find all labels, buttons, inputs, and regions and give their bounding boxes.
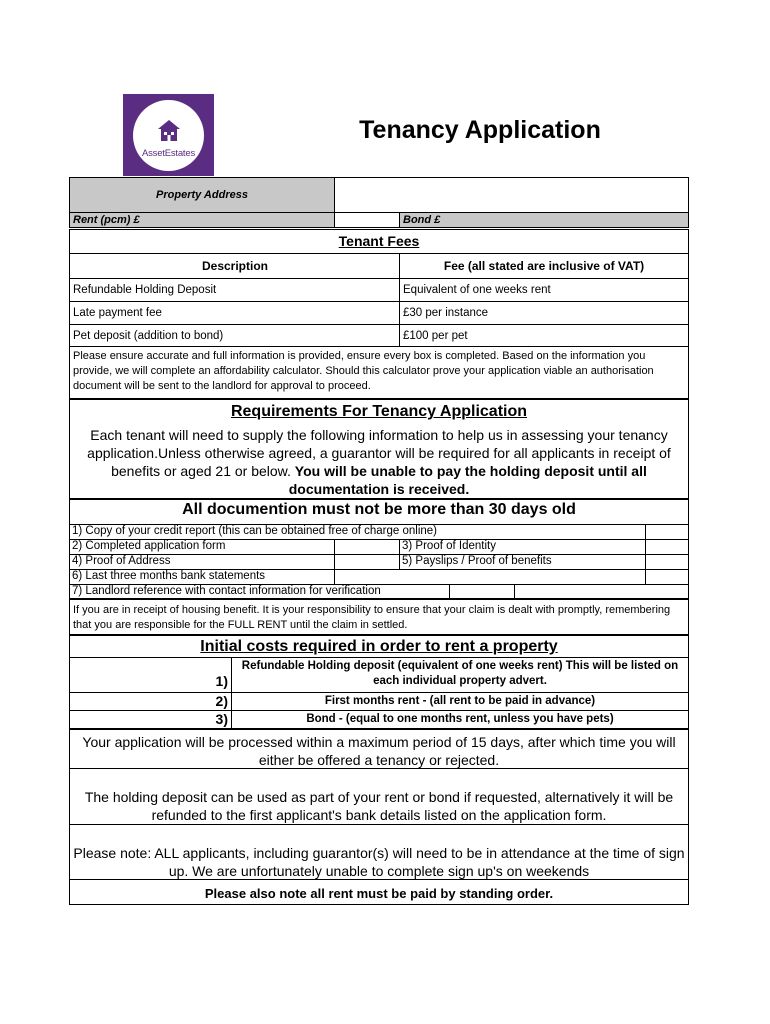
house-icon [157, 119, 181, 141]
divider [70, 879, 688, 880]
doc-item: 6) Last three months bank statements [72, 570, 266, 582]
initial-costs-heading: Initial costs required in order to rent a property [200, 638, 558, 655]
doc-item: 2) Completed application form [72, 540, 226, 552]
divider [334, 539, 335, 584]
rent-field[interactable] [335, 213, 399, 227]
rent-label: Rent (pcm) £ [70, 213, 334, 227]
affordability-note: Please ensure accurate and full information is provided, ensure every box is completed. Based on the information you provide, we will complete an affordability calculator. Should this calculator prove your application viable an authorisation document will be sent to the landlord for approval to proceed. [73, 350, 654, 392]
fee-row-amount: £100 per pet [403, 330, 468, 342]
divider [70, 768, 688, 769]
fee-row-description: Refundable Holding Deposit [73, 284, 217, 296]
requirements-text [75, 426, 683, 498]
requirements-body: Each tenant will need to supply the following information to help us in assessing your tenancy application.Unless otherwise agreed, a guarantor will be required for all applicants in receipt of benefits or aged 21 or below. [87, 427, 671, 479]
divider [70, 824, 688, 825]
fee-row-description: Late payment fee [73, 307, 162, 319]
divider [449, 584, 450, 599]
cost-text: First months rent - (all rent to be paid in advance) [324, 695, 596, 707]
requirements-bold: You will be unable to pay the holding deposit until all documentation is received. [288, 463, 647, 497]
doc-item: 5) Payslips / Proof of benefits [402, 555, 552, 567]
col-fee: Fee (all stated are inclusive of VAT) [443, 259, 645, 273]
col-description: Description [201, 259, 268, 273]
doc-item: 3) Proof of Identity [402, 540, 496, 552]
fee-row-amount: Equivalent of one weeks rent [403, 284, 551, 296]
doc-item: 1) Copy of your credit report (this can be obtained free of charge online) [72, 525, 438, 537]
fee-row-amount: £30 per instance [403, 307, 489, 319]
fee-row-description: Pet deposit (addition to bond) [73, 330, 224, 342]
cost-text: Refundable Holding deposit (equivalent of one weeks rent) This will be listed on each individual property advert. [241, 660, 679, 687]
logo-text: AssetEstates [141, 148, 196, 159]
cost-number: 3) [215, 711, 228, 727]
logo-circle [133, 100, 204, 171]
tenant-fees-heading: Tenant Fees [338, 233, 420, 249]
property-address-field[interactable] [335, 178, 688, 212]
processing-note: Your application will be processed within a maximum period of 15 days, after which time you will either be offered a tenancy or rejected. [82, 734, 676, 768]
doc-item: 4) Proof of Address [72, 555, 171, 567]
page-title: Tenancy Application [359, 116, 601, 144]
divider [70, 657, 688, 658]
cost-text: Bond - (equal to one months rent, unless you have pets) [306, 713, 614, 725]
property-address-label: Property Address [70, 178, 334, 212]
cost-number: 2) [215, 693, 228, 709]
documentation-heading: All documention must not be more than 30 days old [182, 501, 576, 518]
holding-deposit-note: The holding deposit can be used as part of your rent or bond if requested, alternatively it will be refunded to the first applicant's bank details listed on the application form. [84, 789, 674, 823]
housing-benefit-note: If you are in receipt of housing benefit. It is your responsibility to ensure that your claim is dealt with promptly, remembering that you are responsible for the FULL RENT until the claim in settled. [73, 604, 671, 631]
standing-order-note: Please also note all rent must be paid by standing order. [204, 886, 554, 901]
requirements-heading: Requirements For Tenancy Application [230, 403, 528, 420]
cost-number: 1) [215, 673, 228, 689]
bond-label: Bond £ [400, 213, 688, 227]
attendance-note: Please note: ALL applicants, including guarantor(s) will need to be in attendance at the time of sign up. We are unfortunately unable to complete sign up's on weekends [73, 845, 685, 879]
asset-estates-logo [123, 94, 214, 176]
doc-item: 7) Landlord reference with contact information for verification [72, 585, 381, 597]
divider [514, 584, 515, 599]
